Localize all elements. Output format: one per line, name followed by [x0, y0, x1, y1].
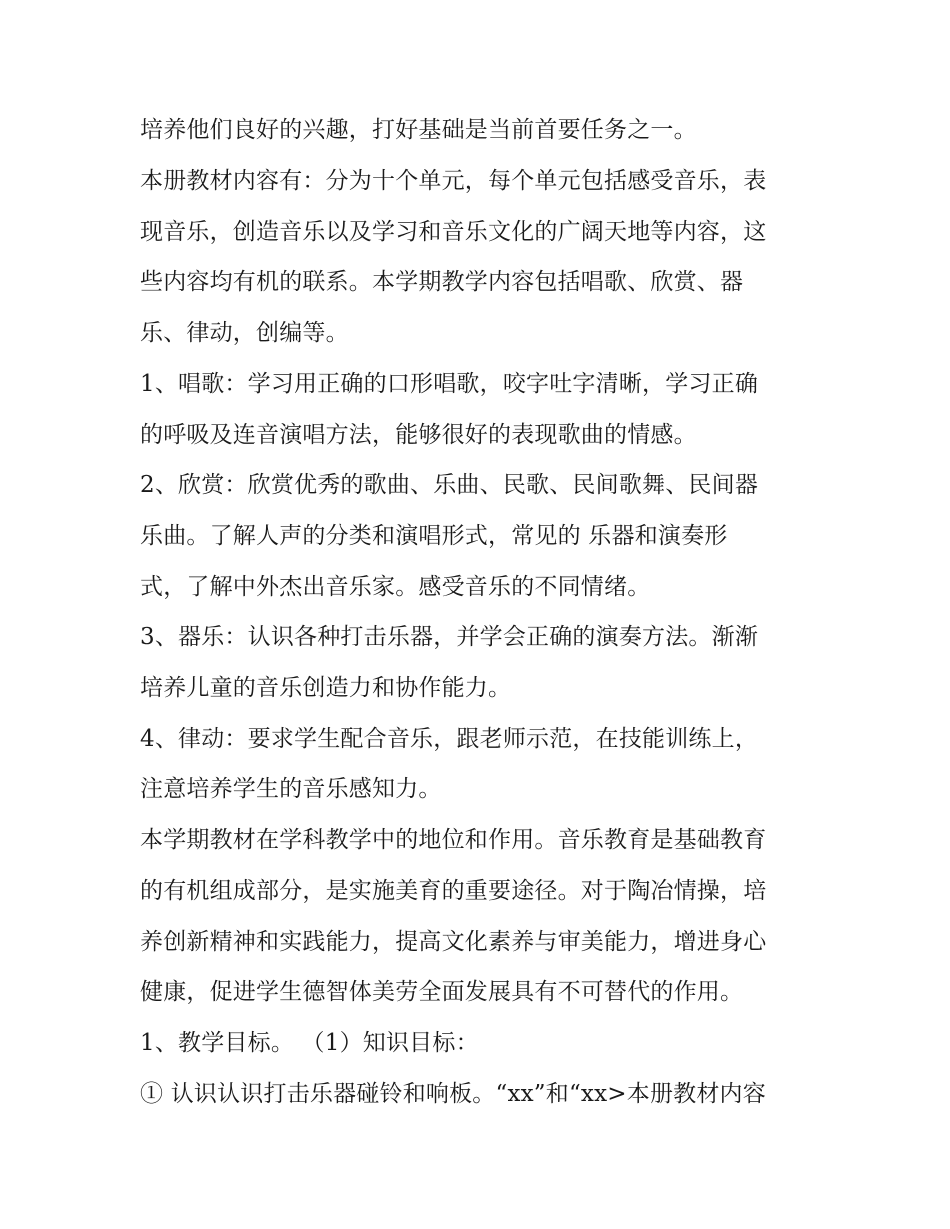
- text-line-17: 养创新精神和实践能力，提高文化素养与审美能力，增进身心: [140, 929, 767, 955]
- text-line-6: 1、唱歌：学习用正确的口形唱歌，咬字吐字清晰，学习正确: [140, 371, 759, 397]
- text-line-18: 健康，促进学生德智体美劳全面发展具有不可替代的作用。: [140, 979, 744, 1005]
- text-line-9: 乐曲。了解人声的分类和演唱形式，常见的 乐器和演奏形: [140, 523, 728, 549]
- text-line-4: 些内容均有机的联系。本学期教学内容包括唱歌、欣赏、器: [140, 269, 744, 295]
- text-line-15: 本学期教材在学科教学中的地位和作用。音乐教育是基础教育: [140, 827, 767, 853]
- text-line-8: 2、欣赏：欣赏优秀的歌曲、乐曲、民歌、民间歌舞、民间器: [140, 472, 759, 498]
- text-line-5: 乐、律动，创编等。: [140, 320, 349, 346]
- text-line-2: 本册教材内容有：分为十个单元，每个单元包括感受音乐，表: [140, 168, 767, 194]
- text-line-20: ① 认识认识打击乐器碰铃和响板。“xx”和“xx>本册教材内容: [140, 1081, 766, 1107]
- text-line-16: 的有机组成部分，是实施美育的重要途径。对于陶冶情操，培: [140, 878, 767, 904]
- text-line-11: 3、器乐：认识各种打击乐器，并学会正确的演奏方法。渐渐: [140, 624, 759, 650]
- text-line-13: 4、律动：要求学生配合音乐，跟老师示范，在技能训练上，: [140, 726, 759, 752]
- text-line-10: 式，了解中外杰出音乐家。感受音乐的不同情绪。: [140, 574, 651, 600]
- text-line-19: 1、教学目标。 （1）知识目标：: [140, 1030, 479, 1056]
- text-line-1: 培养他们良好的兴趣，打好基础是当前首要任务之一。: [140, 117, 697, 143]
- text-line-12: 培养儿童的音乐创造力和协作能力。: [140, 675, 512, 701]
- text-line-7: 的呼吸及连音演唱方法，能够很好的表现歌曲的情感。: [140, 422, 697, 448]
- text-line-3: 现音乐，创造音乐以及学习和音乐文化的广阔天地等内容，这: [140, 219, 767, 245]
- text-line-14: 注意培养学生的音乐感知力。: [140, 776, 442, 802]
